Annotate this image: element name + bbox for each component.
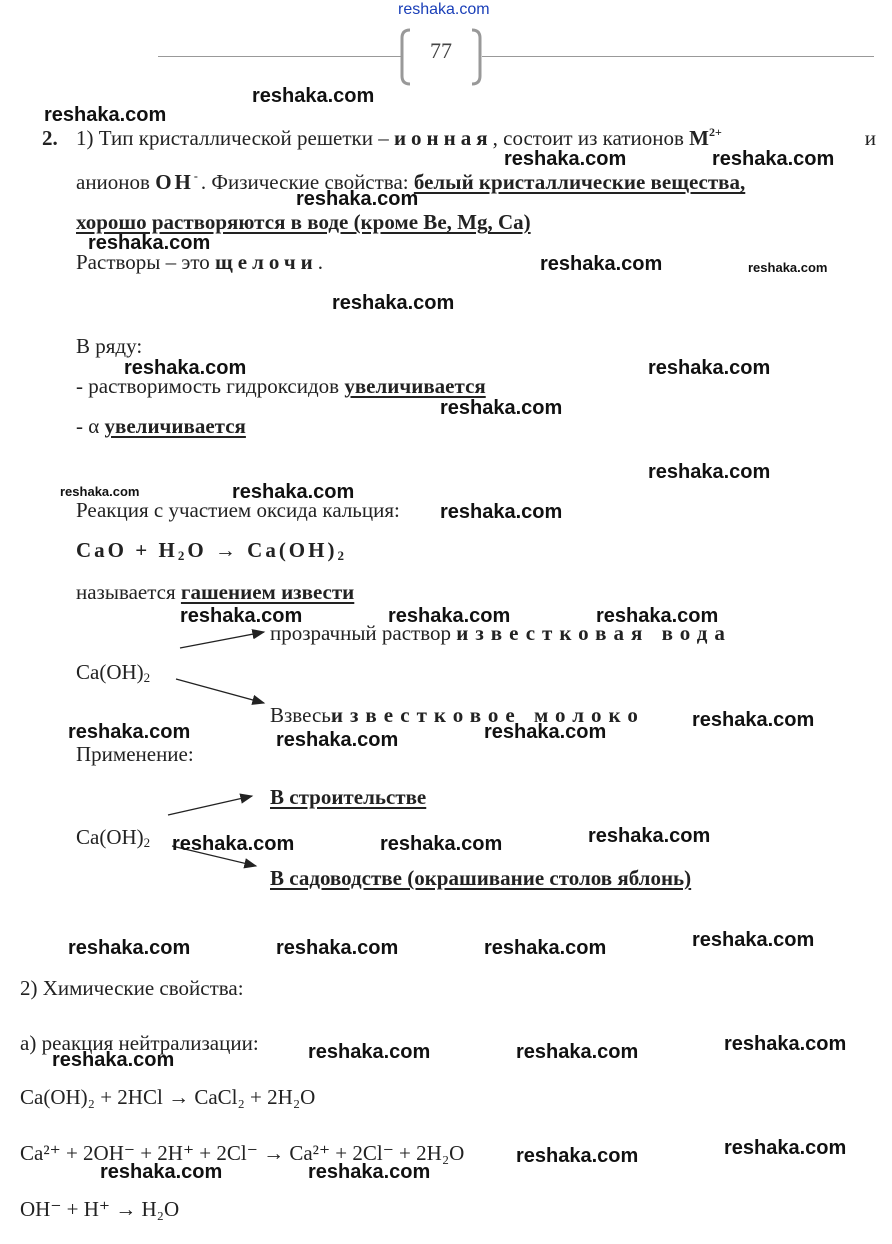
- eq-mid: O → Ca(OH): [187, 538, 338, 562]
- clear-solution: прозрачный раствор: [270, 621, 452, 645]
- watermark: reshaka.com: [172, 833, 295, 855]
- watermark: reshaka.com: [692, 709, 815, 731]
- called-prefix: называется: [76, 580, 176, 604]
- watermark: reshaka.com: [540, 253, 663, 275]
- milk-of-lime: известковое молоко: [330, 703, 645, 727]
- neutralization-label: а) реакция нейтрализации:: [20, 1031, 259, 1055]
- watermark: reshaka.com: [504, 148, 627, 170]
- arrow-to-milk: [176, 679, 264, 703]
- lattice-and: и: [864, 126, 876, 150]
- physical-properties-1: белый кристаллические вещества,: [413, 170, 746, 194]
- watermark: reshaka.com: [712, 148, 835, 170]
- watermark: reshaka.com: [588, 825, 711, 847]
- use-gardening: В садоводстве (окрашивание столов яблонь): [270, 866, 692, 890]
- caoh2-label-1: $Ca(OH)_2$: [76, 660, 151, 685]
- watermark: reshaka.com: [276, 937, 399, 959]
- watermark: reshaka.com: [388, 605, 511, 627]
- watermark: reshaka.com: [332, 292, 455, 314]
- watermark: reshaka.com: [724, 1137, 847, 1159]
- solutions-prefix: Растворы – это: [76, 250, 210, 274]
- watermark: reshaka.com: [88, 232, 211, 254]
- series-label: В ряду:: [76, 334, 143, 358]
- physical-properties-2: хорошо растворяются в воде (кроме Be, Mg, Ca): [76, 210, 531, 234]
- use-construction: В строительстве: [270, 785, 427, 809]
- called-value: гашением извести: [180, 580, 355, 604]
- alpha-value: увеличивается: [104, 414, 246, 438]
- watermark: reshaka.com: [724, 1033, 847, 1055]
- solutions-word: щелочи: [215, 250, 318, 274]
- watermark: reshaka.com: [124, 357, 247, 379]
- caoh2-label-2: $Ca(OH)_2$: [76, 825, 151, 850]
- solutions-end: .: [317, 250, 324, 274]
- anion-charge: -: [193, 169, 201, 183]
- watermark: reshaka.com: [68, 721, 191, 743]
- watermark: reshaka.com: [516, 1041, 639, 1063]
- watermark: reshaka.com: [308, 1041, 431, 1063]
- watermark: reshaka.com: [60, 484, 140, 499]
- eq-left: CaO + H: [76, 538, 178, 562]
- neutralization-eq-2: Ca²⁺ + 2OH⁻ + 2H⁺ + 2Cl⁻ → Ca²⁺ + 2Cl⁻ + 2H₂O: [20, 1141, 465, 1165]
- watermark: reshaka.com: [380, 833, 503, 855]
- alpha-prefix: - α: [76, 414, 100, 438]
- solubility-prefix: - растворимость гидроксидов: [76, 374, 340, 398]
- watermark: reshaka.com: [232, 481, 355, 503]
- arrow-to-construction: [168, 796, 252, 815]
- watermark: reshaka.com: [440, 501, 563, 523]
- watermark: reshaka.com: [276, 729, 399, 751]
- anions-label: анионов: [76, 170, 150, 194]
- cation-charge: 2+: [708, 125, 722, 139]
- neutralization-eq-1: Ca(OH)₂ + 2HCl → CaCl₂ + 2H₂O: [20, 1085, 316, 1109]
- watermark: reshaka.com: [100, 1161, 223, 1183]
- site-link[interactable]: reshaka.com: [398, 1, 490, 18]
- watermark: reshaka.com: [484, 937, 607, 959]
- eq-h2o-sub: 2: [177, 548, 188, 563]
- watermark: reshaka.com: [484, 721, 607, 743]
- page-number: 77: [430, 38, 452, 63]
- watermark: reshaka.com: [692, 929, 815, 951]
- watermark: reshaka.com: [180, 605, 303, 627]
- watermark: reshaka.com: [516, 1145, 639, 1167]
- solubility-value: увеличивается: [344, 374, 486, 398]
- watermark: reshaka.com: [596, 605, 719, 627]
- watermark: reshaka.com: [44, 104, 167, 126]
- task-number: 2.: [42, 126, 58, 150]
- watermark: reshaka.com: [68, 937, 191, 959]
- neutralization-eq-3: OH⁻ + H⁺ → H₂O: [20, 1197, 180, 1221]
- chem-props-label: 2) Химические свойства:: [20, 976, 244, 1000]
- arrow-to-limewater: [180, 632, 264, 648]
- physical-label: . Физические свойства:: [200, 170, 409, 194]
- lattice-type: ионная: [393, 126, 493, 150]
- watermark: reshaka.com: [648, 357, 771, 379]
- limewater: известковая вода: [456, 621, 732, 645]
- anion-formula: OH: [155, 170, 194, 194]
- watermark: reshaka.com: [52, 1049, 175, 1071]
- watermark: reshaka.com: [296, 188, 419, 210]
- lattice-cations-text: , состоит из катионов: [492, 126, 684, 150]
- suspension: Взвесь: [270, 703, 331, 727]
- watermark: reshaka.com: [648, 461, 771, 483]
- eq-right-sub: 2: [337, 548, 347, 563]
- cation-formula: M: [689, 126, 709, 150]
- watermark: reshaka.com: [748, 260, 828, 275]
- application-label: Применение:: [76, 742, 194, 766]
- lattice-prefix: 1) Тип кристаллической решетки –: [76, 126, 389, 150]
- watermark: reshaka.com: [308, 1161, 431, 1183]
- watermark: reshaka.com: [440, 397, 563, 419]
- reaction-label: Реакция с участием оксида кальция:: [76, 498, 400, 522]
- watermark: reshaka.com: [252, 85, 375, 107]
